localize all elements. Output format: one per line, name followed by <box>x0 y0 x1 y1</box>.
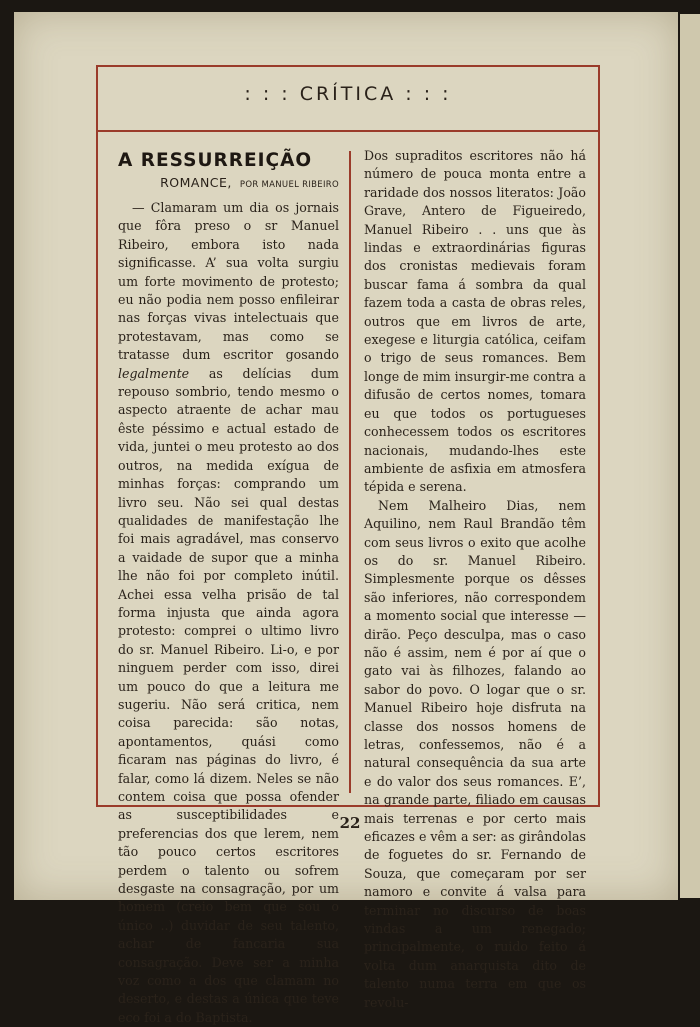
paragraph-text: as delícias dum repouso sombrio, tendo mesmo o aspecto atraente de achar mau êste péssimo e actual estado de vida, juntei o meu protesto ao dos outros, na medida exígua de minhas forças: comprando um livro seu. Não sei qual destas qualidades de manifestação lhe foi mais agradável, mas conservo a vaidade de supor que a minha lhe não foi por completo inútil. Achei essa velha prisão de tal forma injusta que ainda agora protesto: comprei o ultimo livro do sr. Manuel Ribeiro. Li-o, e por ninguem perder com isso, direi um pouco do que a leitura me sugeriu. Não será critica, nem coisa parecida: são notas, apontamentos, quási como ficaram nas páginas do livro, é falar, como lá dizem. Neles se não contem coisa que possa ofender as susceptibilidades e preferencias dos que lerem, nem tão pouco certos escritores perdem o talento ou sofrem desgaste na consagração, por um homem (creio bem que sou o único ..) duvidar de seu talento, achar de fancaria sua consagração. Deve ser a minha voz como a dos que clamam no deserto, e destas a única que teve eco foi a do Baptista. <box>118 365 339 1025</box>
article-subtitle <box>118 173 339 195</box>
paragraph: Dos supraditos escritores não há número de pouca monta entre a raridade dos nossos literatos: João Grave, Antero de Figueiredo, Manuel Ribeiro . . uns que às lindas e extraordinárias figuras dos cronistas medievais foram buscar fama á sombra da qual fazem toda a casta de obras reles, outros que em livros de arte, exegese e liturgia católica, ceifam o trigo de seus romances. Bem longe de mim insurgir-me contra a difusão de certos nomes, tomara eu que todos os portugueses conhecessem todos os escritores nacionais, mudando-lhes este ambiente de asfixia em atmosfera tépida e serena. <box>364 148 587 495</box>
article-genre: ROMANCE, <box>160 175 232 190</box>
header-rule <box>98 130 598 132</box>
column-divider <box>349 151 351 793</box>
emphasis-text: legalmente <box>118 365 190 381</box>
section-title: : : : CRÍTICA : : : <box>244 83 452 105</box>
paragraph <box>118 199 339 1027</box>
paragraph: Nem Malheiro Dias, nem Aquilino, nem Raul Brandão têm com seus livros o exito que acolhe os do sr. Manuel Ribeiro. Simplesmente porque os dêsses são inferiores, não correspondem a momento social que interesse — dirão. Peço desculpa, mas o caso não é assim, nem é por aí que o gato vai às filhozes, falando ao sabor do povo. O logar que o sr. Manuel Ribeiro hoje disfruta na classe dos nossos homens de letras, confessemos, não é a natural consequência da sua arte e do valor dos seus romances. E’, na grande parte, filiado em causas mais terrenas e por certo mais eficazes e vêm a ser: as girândolas de foguetes do sr. Fernando de Souza, que começaram por ser namoro e convite á valsa para terminar no discurso de boas vindas a um renegado; principalmente, o ruido feito á volta dum anarquista dito de talento numa terra em que os revolu- <box>364 497 586 1010</box>
article-title: A RESSURREIÇÃO <box>118 150 313 171</box>
left-column <box>118 149 339 1027</box>
article-byline: POR MANUEL RIBEIRO <box>239 180 339 190</box>
paragraph-text: — Clamaram um dia os jornais que fôra preso o sr Manuel Ribeiro, embora isto nada significasse. A’ sua volta surgiu um forte movimento de protesto; eu não podia nem posso enfileirar nas forças vivas intelectuais que protestavam, mas como se tratasse dum escritor gosando <box>118 200 339 363</box>
right-column <box>364 147 586 1012</box>
next-page-edge <box>680 14 700 898</box>
page-number: 22 <box>339 814 361 832</box>
